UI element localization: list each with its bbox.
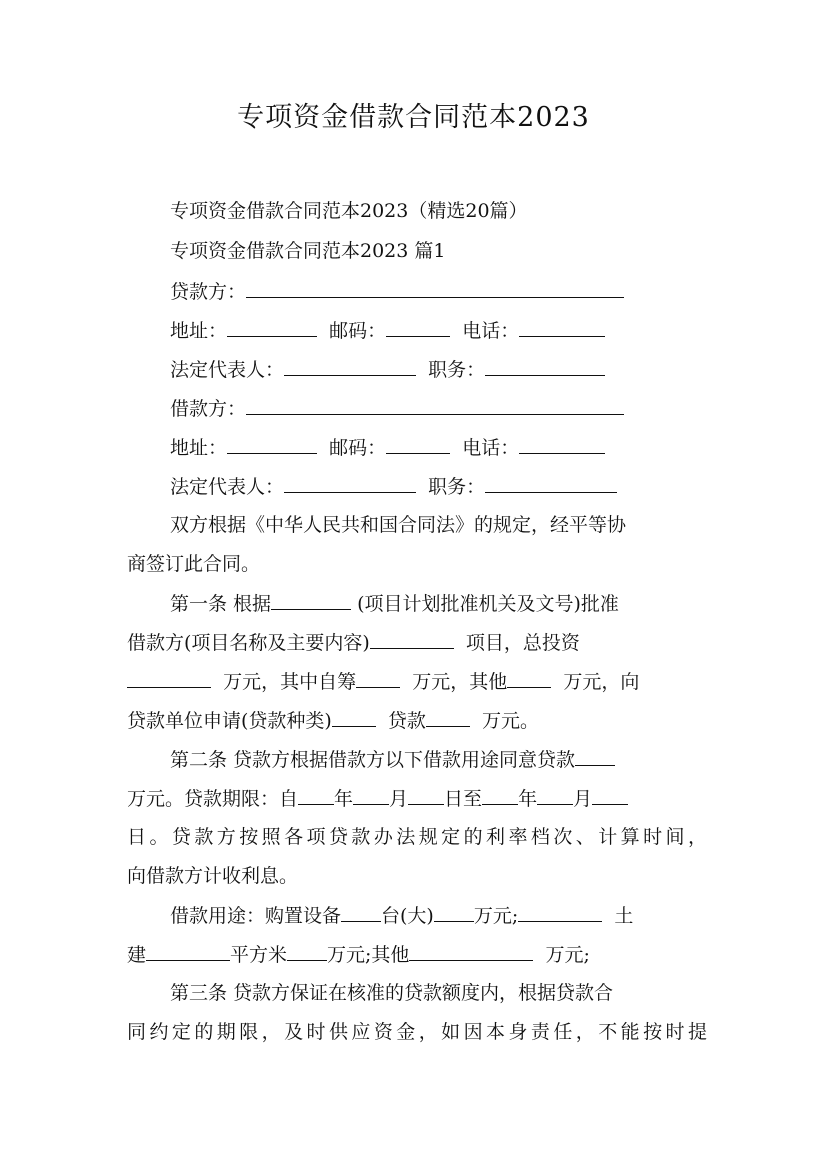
- article1-text: 万元。: [482, 710, 540, 732]
- article2-text: 月: [573, 788, 593, 810]
- zip-blank: [386, 434, 450, 454]
- use-line-2: [127, 941, 707, 968]
- blank: [537, 785, 573, 805]
- use-text: 台(大): [381, 905, 434, 927]
- lender-rep-line: [170, 356, 640, 383]
- article2-text: 月: [389, 788, 409, 810]
- lender-contact-line: [170, 317, 640, 344]
- rep-blank: [284, 356, 416, 376]
- blank: [298, 785, 334, 805]
- article1-line-4: [127, 707, 707, 734]
- blank: [146, 941, 230, 961]
- article2-text: 年: [334, 788, 354, 810]
- zip-label: 邮码：: [329, 320, 387, 342]
- lender-label: 贷款方：: [170, 281, 247, 303]
- article1-text: 项目，总投资: [465, 632, 580, 654]
- intro-line-2: 商签订此合同。: [127, 553, 261, 575]
- borrower-rep-line: [170, 473, 640, 500]
- use-text: 土: [614, 905, 634, 927]
- address-blank: [227, 317, 317, 337]
- article2-text: 年: [518, 788, 538, 810]
- use-text: 平方米: [230, 944, 288, 966]
- article2-line-2: [127, 785, 707, 812]
- title-blank: [485, 356, 605, 376]
- zip-blank: [386, 317, 450, 337]
- blank: [341, 902, 381, 922]
- article1-text: 贷款: [387, 710, 426, 732]
- address-label: 地址：: [170, 437, 228, 459]
- article1-line-2: [127, 629, 707, 656]
- rep-label: 法定代表人：: [170, 476, 285, 498]
- blank: [507, 668, 551, 688]
- title-label: 职务：: [428, 476, 486, 498]
- phone-blank: [519, 317, 605, 337]
- borrower-contact-line: [170, 434, 640, 461]
- use-text: 万元;其他: [327, 944, 410, 966]
- blank: [434, 902, 474, 922]
- address-blank: [227, 434, 317, 454]
- lender-line: [170, 278, 640, 305]
- blank: [356, 668, 400, 688]
- zip-label: 邮码：: [329, 437, 387, 459]
- article1-line-3: [127, 668, 707, 695]
- blank: [353, 785, 389, 805]
- blank: [370, 629, 454, 649]
- blank: [575, 746, 615, 766]
- document-title: 专项资金借款合同范本2023: [237, 102, 590, 133]
- article2-line-4: 向借款方计收利息。: [127, 865, 299, 887]
- article2-text: 第二条 贷款方根据借款方以下借款用途同意贷款: [170, 749, 576, 771]
- blank: [271, 590, 351, 610]
- use-text: 建: [127, 944, 147, 966]
- phone-label: 电话：: [462, 437, 520, 459]
- use-text: 万元;: [545, 944, 590, 966]
- blank: [482, 785, 518, 805]
- blank: [409, 941, 533, 961]
- borrower-line: [170, 395, 640, 422]
- use-line-1: [170, 902, 707, 929]
- blank: [287, 941, 327, 961]
- blank: [127, 668, 211, 688]
- blank: [408, 785, 444, 805]
- phone-blank: [519, 434, 605, 454]
- lender-blank: [246, 278, 624, 298]
- article1-text: 第一条 根据: [170, 593, 272, 615]
- chapter-heading: 专项资金借款合同范本2023 篇1: [170, 240, 446, 262]
- blank: [592, 785, 628, 805]
- use-text: 借款用途：购置设备: [170, 905, 342, 927]
- title-blank: [485, 473, 617, 493]
- article1-text: 贷款单位申请(贷款种类): [127, 710, 332, 732]
- use-text: 万元;: [473, 905, 519, 927]
- article3-line-2: 同约定的期限，及时供应资金，如因本身责任，不能按时提: [127, 1021, 707, 1043]
- address-label: 地址：: [170, 320, 228, 342]
- article1-text: (项目计划批准机关及文号)批准: [357, 593, 619, 615]
- article2-line-3: 日。贷款方按照各项贷款办法规定的利率档次、计算时间，: [127, 826, 707, 848]
- article2-text: 日至: [444, 788, 483, 810]
- rep-blank: [284, 473, 416, 493]
- article2-text: 万元。贷款期限：自: [127, 788, 299, 810]
- article1-text: 借款方(项目名称及主要内容): [127, 632, 370, 654]
- article1-text: 万元，向: [563, 671, 640, 693]
- blank: [426, 707, 470, 727]
- rep-label: 法定代表人：: [170, 359, 285, 381]
- article1-line-1: [170, 590, 707, 617]
- article3-line-1: 第三条 贷款方保证在核准的贷款额度内，根据贷款合: [170, 982, 614, 1004]
- subtitle-line: 专项资金借款合同范本2023（精选20篇）: [170, 200, 528, 222]
- blank: [518, 902, 602, 922]
- blank: [332, 707, 376, 727]
- borrower-label: 借款方：: [170, 398, 247, 420]
- phone-label: 电话：: [462, 320, 520, 342]
- intro-line-1: 双方根据《中华人民共和国合同法》的规定，经平等协: [170, 514, 627, 536]
- borrower-blank: [246, 395, 624, 415]
- article1-text: 万元，其他: [412, 671, 508, 693]
- title-label: 职务：: [428, 359, 486, 381]
- article2-line-1: [170, 746, 707, 773]
- article1-text: 万元，其中自筹: [223, 671, 357, 693]
